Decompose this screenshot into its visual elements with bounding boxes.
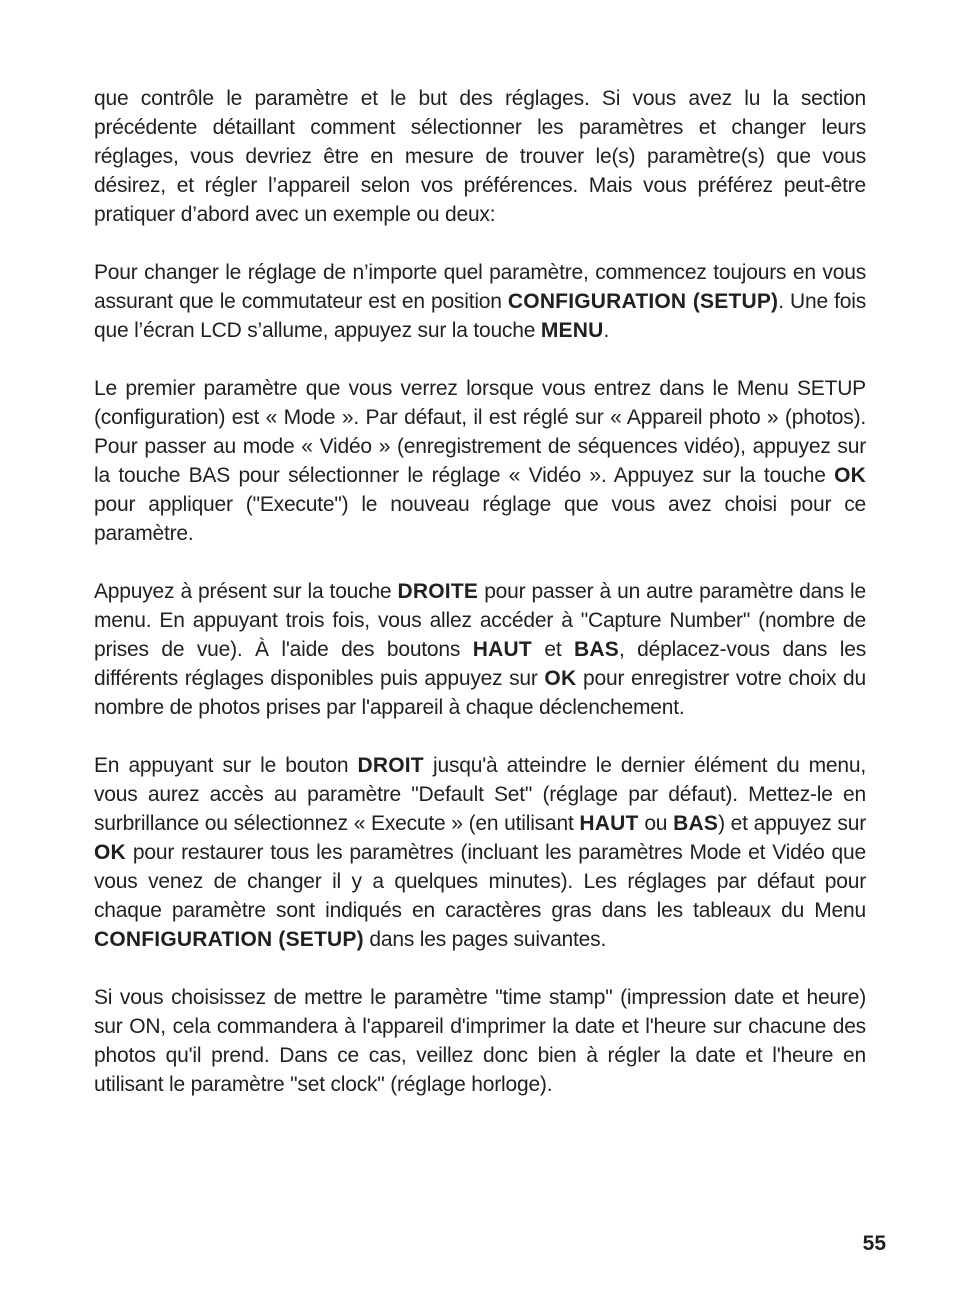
text-run: , déplacez-vous dans les différents réglages disponibles puis appuyez sur [94, 638, 866, 690]
body-paragraph [94, 577, 866, 722]
bold-term: OK [94, 841, 126, 864]
text-run: . Une fois que l’écran LCD s’allume, appuyez sur la touche [94, 290, 866, 342]
bold-term: CONFIGURATION (SETUP) [507, 290, 779, 313]
page-number: 55 [862, 1232, 886, 1255]
text-run: En appuyant sur le bouton [94, 754, 358, 777]
text-run: pour passer à un autre paramètre dans le menu. En appuyant trois fois, vous allez accéder à "Capture Number" (nombre de prises de vue). À l'aide des boutons [94, 580, 866, 661]
bold-term: CONFIGURATION (SETUP) [94, 928, 364, 951]
page-body [94, 84, 866, 1128]
text-run: ) et appuyez sur [718, 812, 866, 835]
bold-term: BAS [574, 638, 619, 661]
bold-term: DROITE [397, 580, 479, 603]
bold-term: HAUT [579, 812, 639, 835]
text-run: jusqu'à atteindre le dernier élément du menu, vous aurez accès au paramètre "Default Set" (réglage par défaut). Mettez-le en surbrillance ou sélectionnez « Execute » (en utilisant [94, 754, 866, 835]
bold-term: DROIT [357, 754, 424, 777]
bold-term: HAUT [472, 638, 532, 661]
bold-term: OK [834, 464, 866, 487]
text-run: Pour changer le réglage de n’importe quel paramètre, commencez toujours en vous assurant que le commutateur est en position [94, 261, 866, 313]
body-paragraph [94, 751, 866, 954]
text-run: ou [638, 812, 674, 835]
bold-term: BAS [673, 812, 719, 835]
text-run: Si vous choisissez de mettre le paramètre "time stamp" (impression date et heure) sur ON, cela commandera à l'appareil d'imprimer la date et l'heure sur chacune des photos qu'il prend. Dans ce cas, veillez donc bien à régler la date et l'heure en utilisant le paramètre "set clock" (réglage horloge). [94, 986, 866, 1096]
text-run: pour appliquer ("Execute") le nouveau réglage que vous avez choisi pour ce paramètre. [94, 493, 866, 545]
text-run: pour enregistrer votre choix du nombre de photos prises par l'appareil à chaque déclenchement. [94, 667, 866, 719]
text-run: Le premier paramètre que vous verrez lorsque vous entrez dans le Menu SETUP (configuration) est « Mode ». Par défaut, il est réglé sur « Appareil photo » (photos). Pour passer au mode « Vidéo » (enregistrement de séquences vidéo), appuyez sur la touche BAS pour sélectionner le réglage « Vidéo ». Appuyez sur la touche [94, 377, 866, 487]
text-run: dans les pages suivantes. [363, 928, 607, 951]
body-paragraph [94, 84, 866, 229]
text-run: et [531, 638, 575, 661]
text-run: pour restaurer tous les paramètres (incluant les paramètres Mode et Vidéo que vous venez de changer il y a quelques minutes). Les réglages par défaut pour chaque paramètre sont indiqués en caractères gras dans les tableaux du Menu [94, 841, 866, 922]
body-paragraph [94, 258, 866, 345]
text-run: . [603, 319, 610, 342]
text-run: que contrôle le paramètre et le but des réglages. Si vous avez lu la section précédente détaillant comment sélectionner les paramètres et changer leurs réglages, vous devriez être en mesure de trouver le(s) paramètre(s) que vous désirez, et régler l’appareil selon vos préférences. Mais vous préférez peut-être pratiquer d’abord avec un exemple ou deux: [94, 87, 866, 226]
body-paragraph [94, 374, 866, 548]
text-run: Appuyez à présent sur la touche [94, 580, 398, 603]
body-paragraph [94, 983, 866, 1099]
bold-term: MENU [540, 319, 604, 342]
bold-term: OK [544, 667, 577, 690]
